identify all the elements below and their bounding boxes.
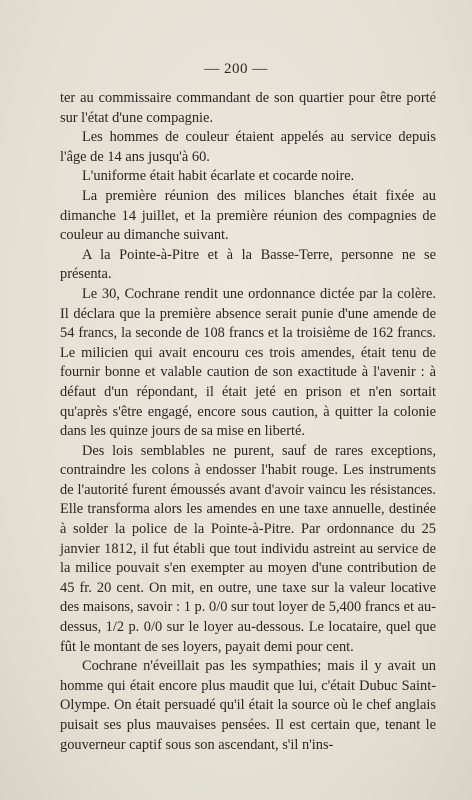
paragraph: Des lois semblables ne purent, sauf de rares exceptions, contraindre les colons à endosser l'habit rouge. Les instruments de l'autorité furent émoussés avant d'avoir vaincu les résistances. Elle transforma alors les amendes en une taxe annuelle, destinée à solder la police de la Pointe-à-Pitre. Par ordonnance du 25 janvier 1812, il fut établi que tout individu astreint au service de la milice pouvait s'en exempter au moyen d'une contribution de 45 fr. 20 cent. On mit, en outre, une taxe sur la valeur locative des maisons, savoir : 1 p. 0/0 sur tout loyer de 5,400 francs et au-dessus, 1/2 p. 0/0 sur le loyer au-dessous. Le locataire, quel que fût le montant de ses loyers, payait demi pour cent.: [60, 442, 436, 655]
paragraph: Les hommes de couleur étaient appelés au service depuis l'âge de 14 ans jusqu'à 60.: [60, 129, 436, 165]
paragraph: L'uniforme était habit écarlate et cocarde noire.: [82, 168, 355, 185]
page-text: [60, 89, 436, 755]
paragraph: Le 30, Cochrane rendit une ordonnance dictée par la colère. Il déclara que la première absence serait punie d'une amende de 54 francs, la seconde de 108 francs et la troisième de 162 francs. Le milicien qui avait encouru ces trois amendes, était tenu de fournir bonne et valable caution de son exactitude à l'avenir : à défaut d'un répondant, il était jeté en prison et n'en sortait qu'après s'être engagé, encore sous caution, à quitter la colonie dans les quinze jours de sa mise en liberté.: [60, 285, 436, 440]
page-number: — 200 —: [204, 61, 268, 77]
paragraph: La première réunion des milices blanches était fixée au dimanche 14 juillet, et la première réunion des compagnies de couleur au dimanche suivant.: [60, 187, 436, 244]
paragraph: Cochrane n'éveillait pas les sympathies; mais il y avait un homme qui était encore plus maudit que lui, c'était Dubuc Saint-Olympe. On était persuadé qu'il était la source où le chef anglais puisait ses plus mauvaises pensées. Il est certain que, tenant le gouverneur captif sous son ascendant, s'il n'ins-: [60, 658, 436, 753]
paragraph: A la Pointe-à-Pitre et à la Basse-Terre, personne ne se présenta.: [60, 246, 436, 283]
paragraph: ter au commissaire commandant de son quartier pour être porté sur l'état d'une compagnie.: [60, 90, 436, 126]
